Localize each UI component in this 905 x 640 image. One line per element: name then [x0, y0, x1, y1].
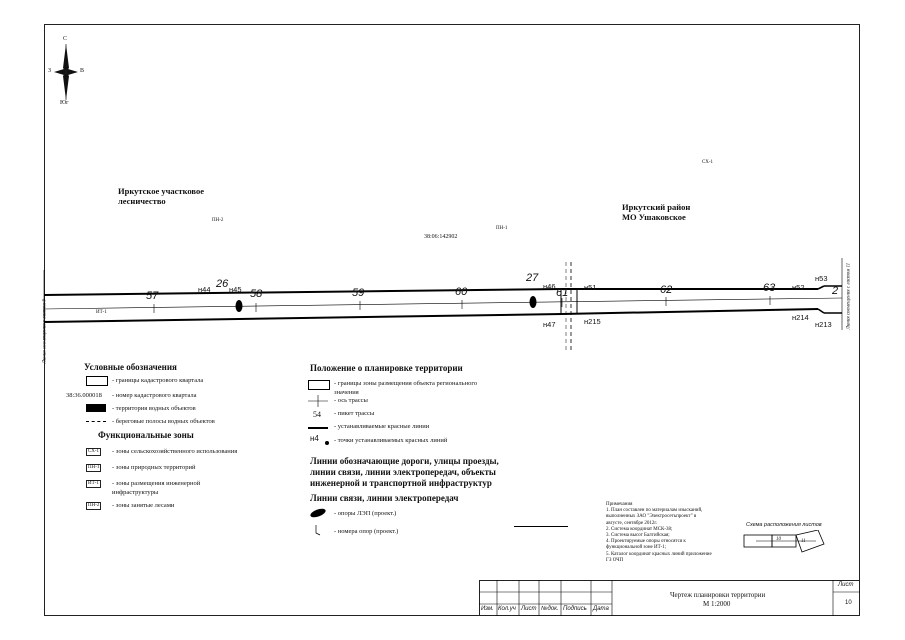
func-item-3-cont: инфраструктуры — [112, 489, 159, 496]
scheme-sheet-a: 10 — [776, 537, 781, 542]
right-sheet-join-label: Линия совмещения с листом 11 — [846, 262, 852, 330]
sheet-scheme — [742, 530, 826, 560]
scheme-title: Схема расположения листов — [746, 522, 822, 528]
point-n46: н46 — [543, 282, 556, 291]
station-62: 62 — [660, 284, 673, 296]
legend-item-4: - береговые полосы водных объектов — [112, 418, 215, 425]
tb-col-ndok: №док. — [541, 606, 559, 612]
notes-title: Примечания — [606, 502, 633, 507]
cadastral-number: 38:06:142902 — [424, 234, 458, 240]
func-item-1: - зоны сельскохозяйственного использования — [112, 448, 238, 455]
point-n215: н215 — [584, 317, 601, 326]
compass-south: Юг — [60, 100, 69, 106]
point-n51: н51 — [584, 283, 597, 292]
comm-title: Линии связи, линии электропередач — [310, 493, 459, 503]
comm-item-2: - номера опор (проект.) — [334, 528, 399, 535]
func-item-3: - зоны размещения инженерной — [112, 480, 201, 487]
tb-sheet-label: Лист — [838, 582, 854, 588]
notes-line: 2. Система координат МСК-38; — [606, 526, 673, 532]
zone-label-sx1: СХ-1 — [702, 160, 713, 165]
notes-block — [606, 502, 736, 564]
station-27: 27 — [526, 272, 539, 284]
func-code-sx1: СХ-1 — [88, 449, 99, 454]
planning-item-1-cont: значения — [334, 389, 359, 396]
lines-title-3: инженерной и транспортной инфраструктур — [310, 478, 492, 488]
point-n53: н53 — [815, 274, 828, 283]
legend-item-2: - номер кадастрового квартала — [112, 392, 197, 399]
func-item-2: - зоны природных территорий — [112, 464, 196, 471]
planning-item-1: - границы зоны размещения объекта регионального — [334, 380, 478, 387]
station-57: 57 — [146, 290, 159, 302]
point-n47: н47 — [543, 320, 556, 329]
route-axis — [44, 298, 842, 309]
scheme-sheet-b: 11 — [801, 539, 806, 544]
notes-line: 4. Проектируемые опоры относятся к — [606, 539, 686, 545]
legend-item-3: - территория водных объектов — [112, 405, 196, 412]
legend-item-1: - границы кадастрового квартала — [112, 377, 204, 384]
planning-item-2: - ось трассы — [334, 397, 368, 404]
planning-code-point: н4 — [310, 434, 319, 443]
station-58: 58 — [250, 288, 263, 300]
district-label-2: МО Ушаковское — [622, 212, 686, 222]
point-n52: н52 — [792, 283, 805, 292]
point-n214: н214 — [792, 313, 809, 322]
compass-west: З — [48, 68, 52, 74]
planning-item-5: - точки устанавливаемых красных линий — [334, 437, 448, 444]
func-code-it1: ИТ-1 — [88, 481, 99, 486]
red-line-bottom — [44, 309, 842, 322]
planning-item-3: - пикет трассы — [334, 410, 375, 417]
tb-col-izm: Изм. — [481, 606, 494, 612]
notes-line: функциональной зоне ИТ-1; — [606, 545, 667, 551]
planning-item-4: - устанавливаемые красные линии — [334, 423, 430, 430]
planning-zone-icon — [308, 380, 330, 390]
zone-label-pn2: ПН-2 — [212, 218, 224, 223]
district-label-1: Иркутский район — [622, 202, 691, 212]
station-59: 59 — [352, 287, 365, 299]
compass-east: В — [80, 68, 85, 74]
tb-col-podpis: Подпись — [563, 606, 587, 612]
comm-item-1: - опоры ЛЭП (проект.) — [334, 510, 397, 517]
divider-line — [514, 526, 568, 527]
axis-icon — [308, 395, 328, 407]
lines-title-1: Линии обозначающие дороги, улицы проезды, — [310, 456, 499, 466]
tb-drawing-title: Чертеж планировки территории — [670, 591, 766, 599]
station-60: 60 — [455, 286, 468, 298]
func-zones-title: Функциональные зоны — [98, 430, 194, 440]
notes-line: 1. План составлен по материалам изысканий, — [606, 508, 703, 514]
pole-icon — [236, 300, 243, 312]
planning-code-picket: 54 — [313, 410, 321, 419]
point-n44: н44 — [198, 285, 211, 294]
legend-water-icon — [86, 404, 106, 412]
station-61: 61 — [556, 287, 569, 299]
tb-col-data: Дата — [593, 606, 609, 612]
func-code-pn2: ПН-2 — [88, 503, 100, 508]
notes-line: 3. Система высот Балтийская; — [606, 533, 670, 539]
red-line-top — [44, 286, 842, 295]
tb-sheet-number: 10 — [845, 600, 852, 606]
func-item-5: - зоны занятые лесами — [112, 502, 175, 509]
station-63: 63 — [763, 282, 776, 294]
zone-label-it1: ИТ-1 — [96, 310, 107, 315]
pole-icon — [530, 296, 537, 308]
notes-line: августе, сентябре 2012г. — [606, 520, 658, 526]
tb-col-list: Лист — [521, 606, 537, 612]
left-sheet-join-label: Линия совмещения с листом 9 — [42, 298, 48, 364]
tb-scale: М 1:2000 — [703, 600, 731, 608]
point-n213: н213 — [815, 320, 832, 329]
legend-shoreline-icon — [86, 421, 106, 422]
tb-col-koluch: Кол.уч — [498, 606, 516, 612]
compass-north: С — [63, 36, 68, 42]
legend-title: Условные обозначения — [84, 362, 177, 372]
lines-title-2: линии связи, линии электропередач, объекты — [310, 467, 496, 477]
red-line-icon — [308, 427, 328, 429]
func-code-pn1: ПН-1 — [88, 465, 100, 470]
legend-cadastral-boundary-icon — [86, 376, 108, 386]
pole-legend-icon — [308, 507, 328, 519]
station-26: 26 — [216, 278, 229, 290]
point-dot-icon — [325, 441, 329, 445]
station-2: 2 — [832, 285, 839, 297]
notes-line: 5. Каталог координат красных линий приложение — [606, 551, 712, 557]
planning-title: Положение о планировке территории — [310, 363, 463, 373]
legend-item-2-code: 38:36.000018 — [66, 392, 102, 399]
picket-ticks — [154, 296, 770, 313]
point-n45: н45 — [229, 285, 242, 294]
notes-line: ГЗ ОЧП — [606, 557, 624, 563]
pole-number-icon — [312, 524, 324, 536]
forest-label: Иркутское участковое лесничество — [118, 186, 204, 206]
zone-label-pn1: ПН-1 — [496, 226, 508, 231]
notes-line: выполненных ЗАО "Электросетьпроект" в — [606, 514, 697, 520]
